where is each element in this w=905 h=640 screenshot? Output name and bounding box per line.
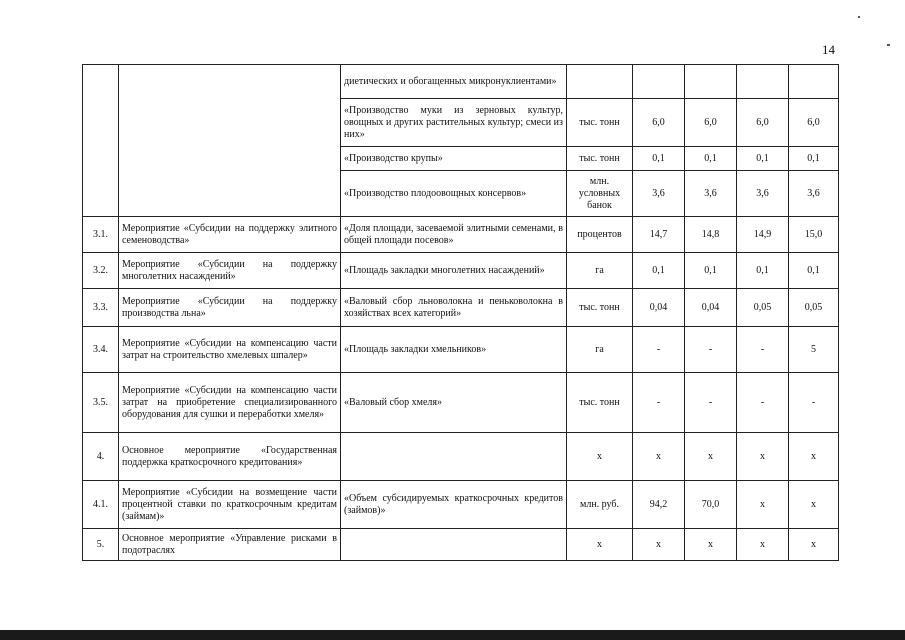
row-number-cell: 4.1. [83,481,119,529]
scan-bottom-edge [0,630,905,640]
value-cell: 6,0 [737,99,789,147]
value-cell: 3,6 [737,171,789,217]
unit-cell: га [567,253,633,289]
row-number-cell: 3.5. [83,373,119,433]
value-cell: 0,1 [789,253,839,289]
value-cell: 0,1 [737,253,789,289]
value-cell [737,65,789,99]
value-cell: х [633,529,685,561]
table-row [83,65,839,99]
table-row [83,217,839,253]
value-cell: - [633,327,685,373]
measure-cell: Мероприятие «Субсидии на поддержку производства льна» [119,289,341,327]
indicator-cell: «Валовый сбор льноволокна и пеньковолокна в хозяйствах всех категорий» [341,289,567,327]
unit-cell [567,65,633,99]
value-cell: 14,7 [633,217,685,253]
indicator-cell: «Доля площади, засеваемой элитными семенами, в общей площади посевов» [341,217,567,253]
row-number-cell: 3.2. [83,253,119,289]
table-row [83,327,839,373]
measure-cell: Мероприятие «Субсидии на компенсацию части затрат на строительство хмелевых шпалер» [119,327,341,373]
indicator-cell: «Валовый сбор хмеля» [341,373,567,433]
value-cell: 14,8 [685,217,737,253]
value-cell: х [789,529,839,561]
value-cell: - [737,327,789,373]
indicator-cell: диетических и обогащенных микронуклиентами» [341,65,567,99]
value-cell: - [737,373,789,433]
row-number-cell: 3.4. [83,327,119,373]
measure-cell: Мероприятие «Субсидии на поддержку многолетних насаждений» [119,253,341,289]
row-number-cell: 5. [83,529,119,561]
indicator-cell [341,529,567,561]
value-cell: - [789,373,839,433]
unit-cell: х [567,529,633,561]
value-cell: 0,05 [789,289,839,327]
program-indicators-table [82,64,839,561]
indicator-cell: «Объем субсидируемых краткосрочных кредитов (займов)» [341,481,567,529]
value-cell: - [685,373,737,433]
unit-cell: х [567,433,633,481]
value-cell: - [685,327,737,373]
measure-cell: Основное мероприятие «Управление рисками в подотраслях [119,529,341,561]
unit-cell: млн. условных банок [567,171,633,217]
indicator-cell: «Производство плодоовощных консервов» [341,171,567,217]
value-cell: 3,6 [685,171,737,217]
table-row [83,529,839,561]
value-cell: 0,1 [685,147,737,171]
value-cell: 0,04 [685,289,737,327]
row-number-cell: 4. [83,433,119,481]
value-cell: 3,6 [633,171,685,217]
unit-cell: га [567,327,633,373]
value-cell: 3,6 [789,171,839,217]
indicator-cell: «Площадь закладки многолетних насаждений» [341,253,567,289]
value-cell: х [737,433,789,481]
scan-speck [887,44,890,46]
value-cell: х [633,433,685,481]
indicator-cell: «Производство муки из зерновых культур, овощных и других растительных культур; смеси из них» [341,99,567,147]
page-number: 14 [822,42,835,57]
value-cell: х [685,433,737,481]
value-cell: 70,0 [685,481,737,529]
value-cell: 0,1 [789,147,839,171]
value-cell: 6,0 [685,99,737,147]
table-row [83,481,839,529]
unit-cell: тыс. тонн [567,147,633,171]
measure-cell: Мероприятие «Субсидии на поддержку элитного семеноводства» [119,217,341,253]
table-row [83,373,839,433]
unit-cell: тыс. тонн [567,373,633,433]
value-cell: 0,1 [737,147,789,171]
table-row [83,433,839,481]
value-cell: 0,04 [633,289,685,327]
value-cell: 5 [789,327,839,373]
measure-cell [119,65,341,217]
unit-cell: тыс. тонн [567,99,633,147]
value-cell [789,65,839,99]
measure-cell: Мероприятие «Субсидии на компенсацию части затрат на приобретение специализированного оборудования для сушки и переработки хмеля» [119,373,341,433]
indicator-cell: «Площадь закладки хмельников» [341,327,567,373]
value-cell: 14,9 [737,217,789,253]
measure-cell: Мероприятие «Субсидии на возмещение части процентной ставки по краткосрочным кредитам (займам)» [119,481,341,529]
indicator-cell [341,433,567,481]
value-cell: х [685,529,737,561]
value-cell: 6,0 [633,99,685,147]
value-cell: 0,05 [737,289,789,327]
value-cell: 0,1 [633,253,685,289]
value-cell: х [789,433,839,481]
table-row [83,289,839,327]
value-cell [685,65,737,99]
value-cell: х [789,481,839,529]
row-number-cell [83,65,119,217]
value-cell: 15,0 [789,217,839,253]
measure-cell: Основное мероприятие «Государственная поддержка краткосрочного кредитования» [119,433,341,481]
unit-cell: млн. руб. [567,481,633,529]
value-cell [633,65,685,99]
value-cell: - [633,373,685,433]
unit-cell: процентов [567,217,633,253]
value-cell: 6,0 [789,99,839,147]
row-number-cell: 3.3. [83,289,119,327]
value-cell: 94,2 [633,481,685,529]
value-cell: х [737,481,789,529]
indicator-cell: «Производство крупы» [341,147,567,171]
unit-cell: тыс. тонн [567,289,633,327]
value-cell: 0,1 [685,253,737,289]
table-row [83,253,839,289]
value-cell: х [737,529,789,561]
value-cell: 0,1 [633,147,685,171]
row-number-cell: 3.1. [83,217,119,253]
scan-speck [858,16,860,18]
